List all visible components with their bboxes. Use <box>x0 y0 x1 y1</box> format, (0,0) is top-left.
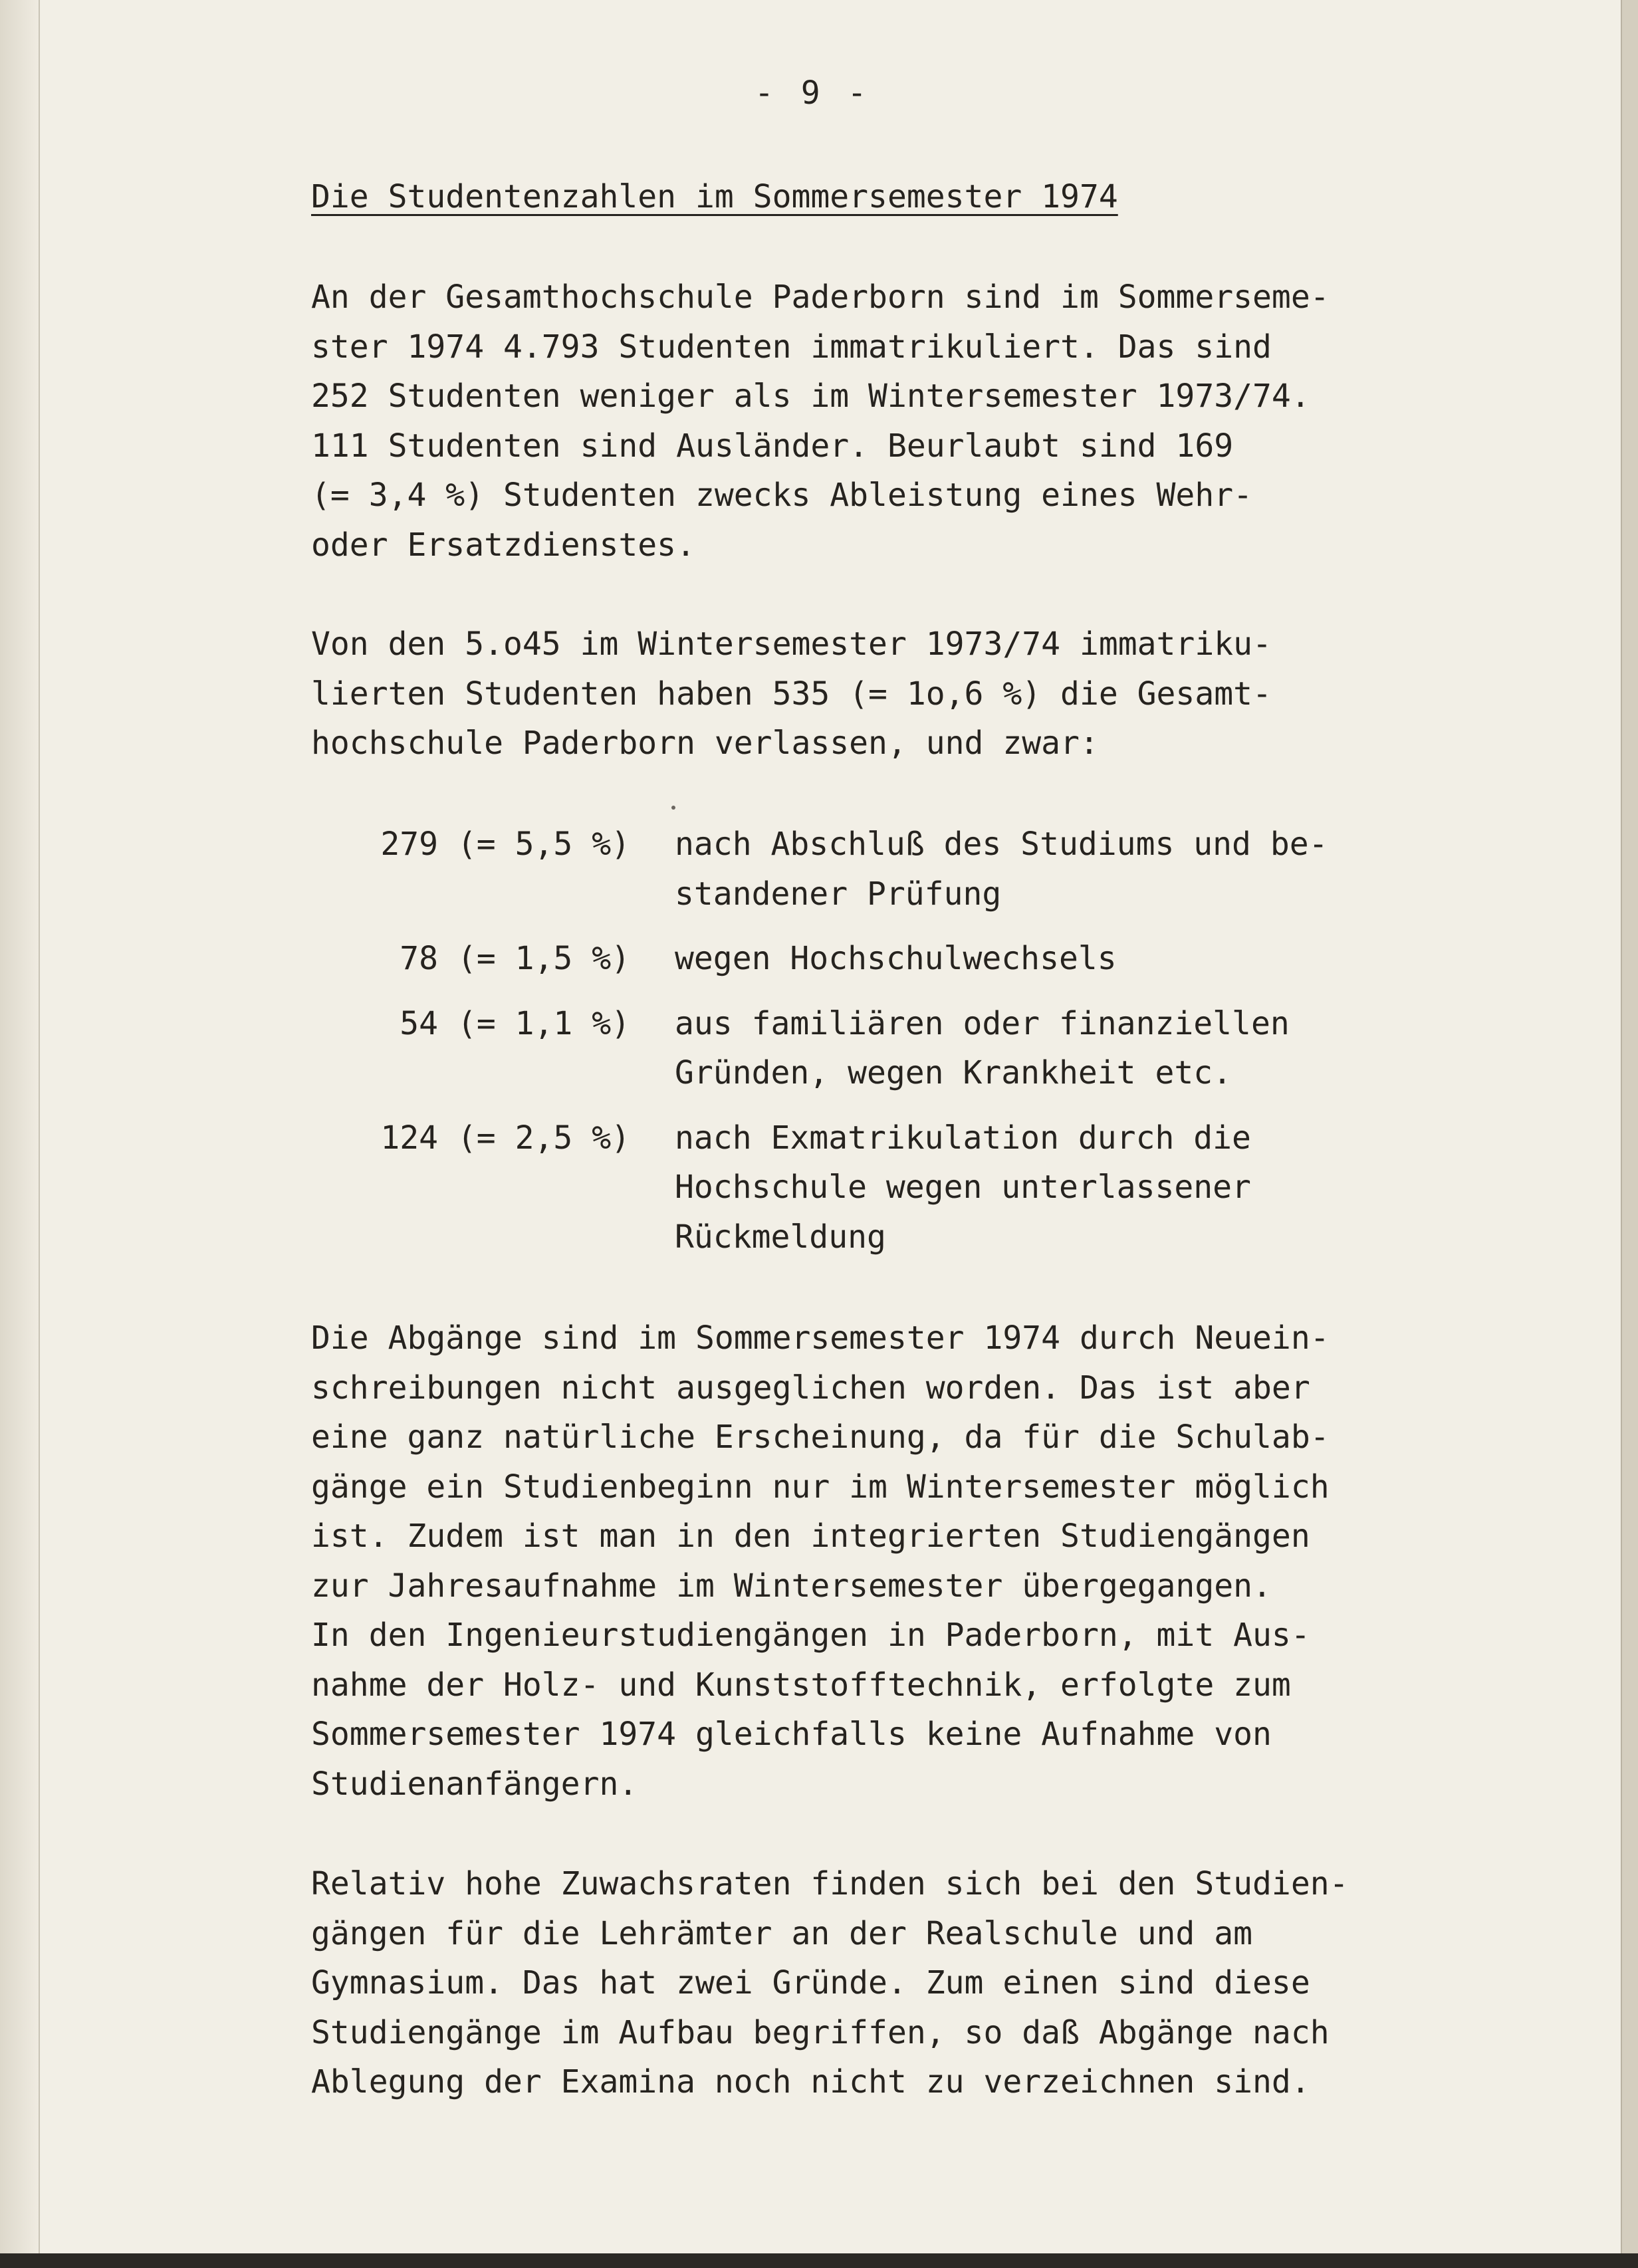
departure-count: 78 (= 1,5 %) <box>400 940 630 977</box>
text-line: An der Gesamthochschule Paderborn sind im Sommerseme- <box>311 279 1330 316</box>
list-item <box>311 999 1408 1098</box>
text-line: gänge ein Studienbeginn nur im Wintersemester möglich <box>311 1468 1330 1506</box>
text-line: oder Ersatzdienstes. <box>311 526 695 564</box>
text-line: gängen für die Lehrämter an der Realschule und am <box>311 1914 1253 1952</box>
paragraph-intake <box>311 1313 1401 1809</box>
departure-count: 54 (= 1,1 %) <box>400 1004 630 1042</box>
text-line: Ablegung der Examina noch nicht zu verzeichnen sind. <box>311 2063 1310 2100</box>
pencil-dot-mark <box>671 806 675 810</box>
text-line: Relativ hohe Zuwachsraten finden sich bei den Studien- <box>311 1865 1349 1902</box>
departures-list <box>311 820 1408 1277</box>
text-line: Hochschule wegen unterlassener <box>675 1169 1251 1206</box>
text-line: ster 1974 4.793 Studenten immatrikuliert. Das sind <box>311 328 1272 366</box>
text-line: Gymnasium. Das hat zwei Gründe. Zum einen sind diese <box>311 1964 1310 2001</box>
list-item <box>311 1113 1408 1262</box>
text-line: Studiengänge im Aufbau begriffen, so daß Abgänge nach <box>311 2013 1330 2051</box>
page-bottom-edge <box>0 2253 1638 2268</box>
text-line: nahme der Holz- und Kunststofftechnik, erfolgte zum <box>311 1666 1291 1704</box>
page-number: - 9 - <box>755 74 871 112</box>
paragraph-growth <box>311 1859 1401 2107</box>
text-line: lierten Studenten haben 535 (= 1o,6 %) die Gesamt- <box>311 675 1272 713</box>
text-line: nach Exmatrikulation durch die <box>675 1119 1251 1157</box>
text-line: Sommersemester 1974 gleichfalls keine Aufnahme von <box>311 1716 1272 1753</box>
text-line: Rückmeldung <box>675 1218 886 1256</box>
page-right-edge <box>1621 0 1638 2268</box>
text-line: wegen Hochschulwechsels <box>675 940 1117 977</box>
paragraph-departures-intro <box>311 620 1401 768</box>
text-line: eine ganz natürliche Erscheinung, da für die Schulab- <box>311 1418 1330 1456</box>
text-line: Gründen, wegen Krankheit etc. <box>675 1054 1232 1091</box>
section-heading: Die Studentenzahlen im Sommersemester 1974 <box>311 178 1118 215</box>
text-line: ist. Zudem ist man in den integrierten Studiengängen <box>311 1518 1310 1555</box>
list-item <box>311 820 1408 919</box>
text-line: In den Ingenieurstudiengängen in Paderborn, mit Aus- <box>311 1617 1310 1654</box>
text-line: 111 Studenten sind Ausländer. Beurlaubt sind 169 <box>311 427 1234 465</box>
departure-count: 124 (= 2,5 %) <box>380 1119 630 1157</box>
departure-reason <box>675 820 1408 919</box>
text-line: Die Abgänge sind im Sommersemester 1974 durch Neuein- <box>311 1319 1330 1357</box>
page-binding-edge <box>0 0 40 2268</box>
text-line: hochschule Paderborn verlassen, und zwar: <box>311 725 1099 762</box>
departure-reason <box>675 999 1408 1098</box>
text-line: Von den 5.o45 im Wintersemester 1973/74 immatriku- <box>311 625 1272 663</box>
text-line: (= 3,4 %) Studenten zwecks Ableistung eines Wehr- <box>311 477 1253 514</box>
text-line: zur Jahresaufnahme im Wintersemester übergegangen. <box>311 1567 1272 1605</box>
departure-reason <box>675 1113 1408 1262</box>
text-line: Studienanfängern. <box>311 1765 638 1803</box>
text-line: schreibungen nicht ausgeglichen worden. Das ist aber <box>311 1369 1310 1407</box>
text-line: standener Prüfung <box>675 875 1002 913</box>
paragraph-enrollment <box>311 273 1401 570</box>
departure-reason <box>675 934 1408 984</box>
text-line: aus familiären oder finanziellen <box>675 1004 1290 1042</box>
text-line: 252 Studenten weniger als im Wintersemester 1973/74. <box>311 378 1310 415</box>
departure-count: 279 (= 5,5 %) <box>380 826 630 863</box>
list-item <box>311 934 1408 984</box>
text-line: nach Abschluß des Studiums und be- <box>675 826 1328 863</box>
